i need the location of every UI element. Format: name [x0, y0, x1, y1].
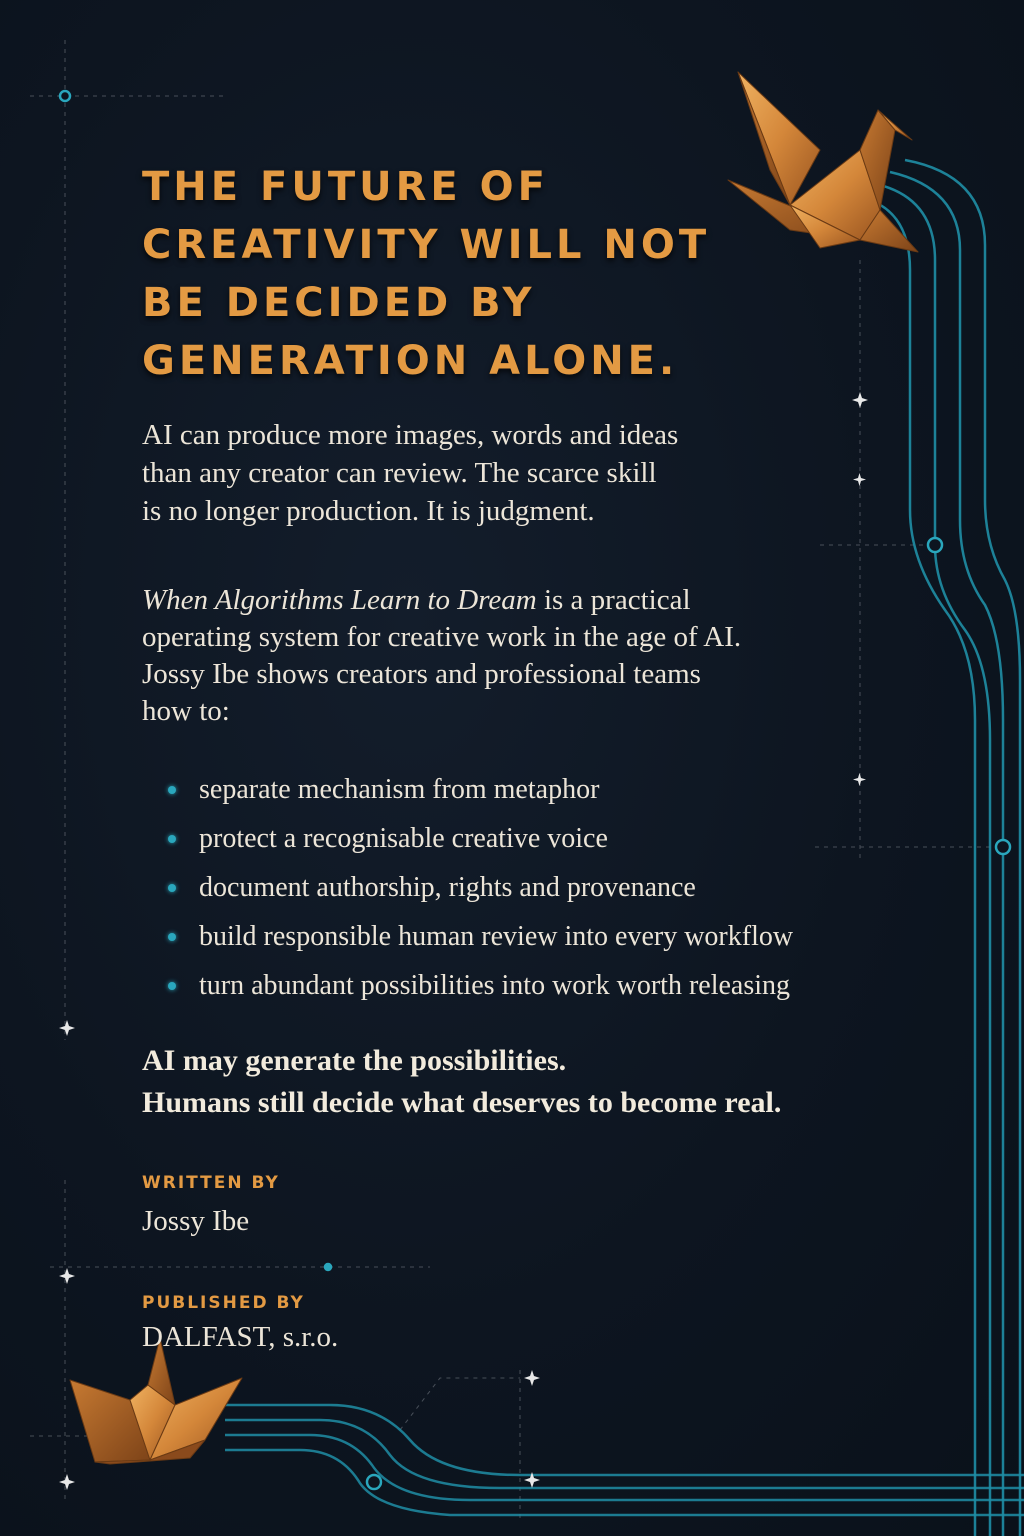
headline-line: BE DECIDED BY [142, 280, 536, 326]
intro-line: is no longer production. It is judgment. [142, 495, 595, 527]
published-by-label: PUBLISHED BY [142, 1293, 305, 1313]
author-name: Jossy Ibe [142, 1205, 250, 1237]
intro-line: AI can produce more images, words and ideas [142, 419, 679, 451]
bullet-text: separate mechanism from metaphor [199, 774, 600, 805]
description-text: is a practical [536, 584, 691, 616]
bullet-text: protect a recognisable creative voice [199, 823, 608, 854]
bullet-text: turn abundant possibilities into work worth releasing [199, 970, 791, 1001]
written-by-label: WRITTEN BY [142, 1173, 280, 1193]
bullet-text: build responsible human review into every workflow [199, 921, 794, 952]
publisher-name: DALFAST, s.r.o. [142, 1321, 339, 1353]
bullet-dot-icon [168, 835, 176, 843]
list-item [168, 770, 868, 819]
closing-line: Humans still decide what deserves to become real. [142, 1086, 782, 1119]
list-item [168, 868, 868, 917]
intro-paragraph [142, 416, 802, 530]
description-line: Jossy Ibe shows creators and professional teams [142, 658, 701, 690]
list-item [168, 819, 868, 868]
bullet-text: document authorship, rights and provenance [199, 872, 696, 903]
closing-line: AI may generate the possibilities. [142, 1044, 567, 1077]
description-line: how to: [142, 695, 230, 727]
headline-line: GENERATION ALONE. [142, 338, 679, 384]
closing-statement [142, 1040, 882, 1124]
bullet-dot-icon [168, 786, 176, 794]
bullet-dot-icon [168, 884, 176, 892]
bullet-dot-icon [168, 933, 176, 941]
description-paragraph [142, 582, 822, 730]
description-line [142, 582, 822, 619]
description-line: operating system for creative work in the age of AI. [142, 621, 742, 653]
intro-line: than any creator can review. The scarce skill [142, 457, 657, 489]
bullet-dot-icon [168, 982, 176, 990]
origami-boat-icon [70, 1338, 242, 1464]
book-title: When Algorithms Learn to Dream [142, 584, 537, 616]
headline-line: CREATIVITY WILL NOT [142, 222, 711, 268]
headline-line: THE FUTURE OF [142, 164, 549, 210]
list-item [168, 966, 868, 1015]
headline [142, 158, 782, 390]
circuit-lines-bottom [225, 1405, 1024, 1515]
bullet-list [168, 770, 868, 1015]
list-item [168, 917, 868, 966]
